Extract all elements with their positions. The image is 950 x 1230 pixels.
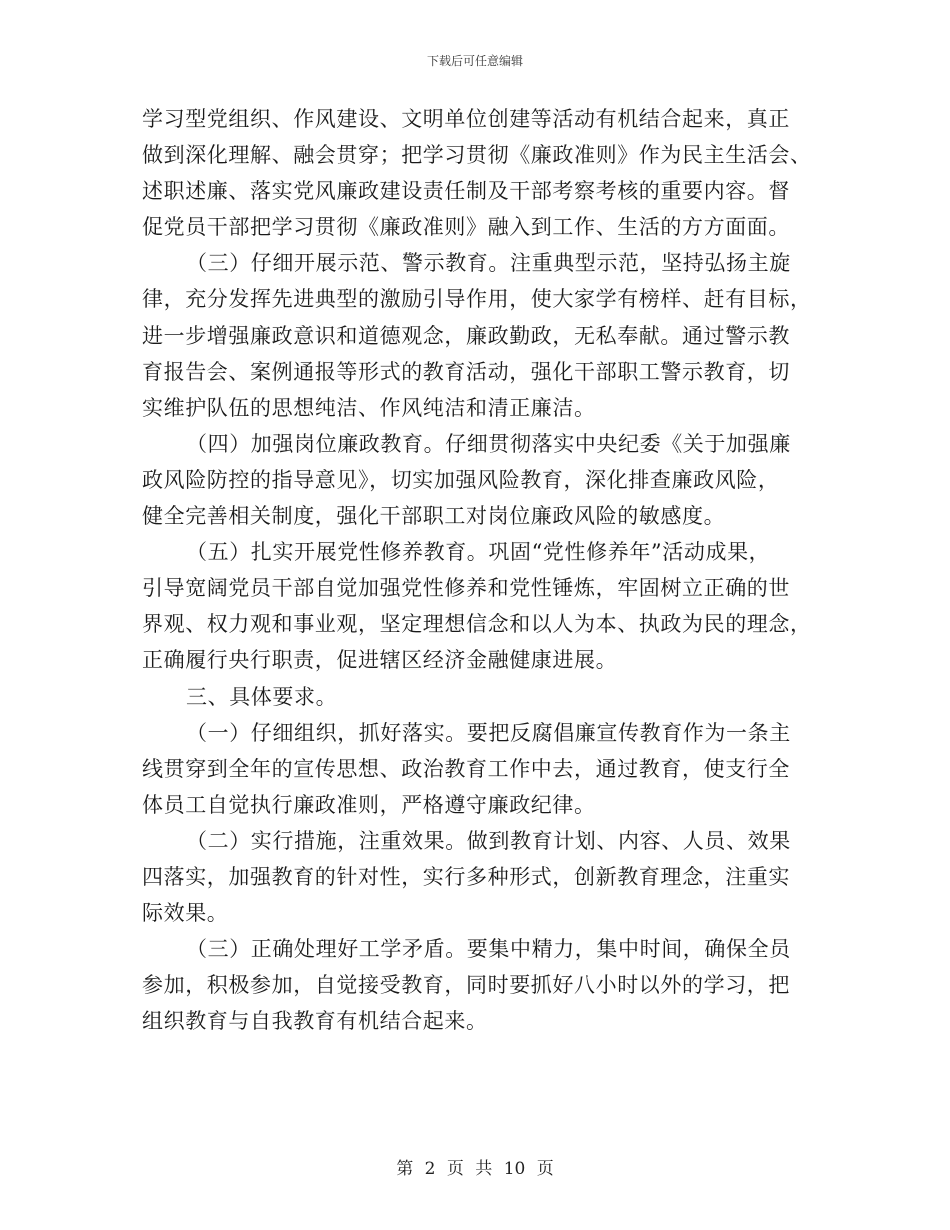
body-line: （三）仔细开展示范、警示教育。注重典型示范，坚持弘扬主旋 <box>186 251 791 276</box>
body-line: 律，充分发挥先进典型的激励引导作用，使大家学有榜样、赶有目标， <box>142 287 812 312</box>
body-line: 实维护队伍的思想纯洁、作风纯洁和清正廉洁。 <box>142 395 596 420</box>
body-line: 四落实，加强教育的针对性，实行多种形式，创新教育理念，注重实 <box>142 864 790 889</box>
body-line: 促党员干部把学习贯彻《廉政准则》融入到工作、生活的方方面面。 <box>142 215 790 240</box>
body-line: 际效果。 <box>142 901 229 926</box>
document-body <box>142 101 812 1039</box>
page-number-footer: 第 2 页 共 10 页 <box>396 1159 554 1179</box>
body-line: 参加，积极参加，自觉接受教育，同时要抓好八小时以外的学习，把 <box>142 973 790 998</box>
body-line: 三、具体要求。 <box>186 684 338 709</box>
body-line: 界观、权力观和事业观，坚定理想信念和以人为本、执政为民的理念， <box>142 612 812 637</box>
body-line: 述职述廉、落实党风廉政建设责任制及干部考察考核的重要内容。督 <box>142 179 790 204</box>
body-line: （三）正确处理好工学矛盾。要集中精力，集中时间，确保全员 <box>186 937 791 962</box>
body-line: 引导宽阔党员干部自觉加强党性修养和党性锤炼，牢固树立正确的世 <box>142 576 790 601</box>
body-line: 组织教育与自我教育有机结合起来。 <box>142 1009 488 1034</box>
body-line: 做到深化理解、融会贯穿；把学习贯彻《廉政准则》作为民主生活会、 <box>142 143 812 168</box>
body-line: 体员工自觉执行廉政准则，严格遵守廉政纪律。 <box>142 792 596 817</box>
body-line: 学习型党组织、作风建设、文明单位创建等活动有机结合起来，真正 <box>142 107 790 131</box>
body-line: 政风险防控的指导意见》，切实加强风险教育，深化排查廉政风险， <box>142 467 780 492</box>
body-line: （五）扎实开展党性修养教育。巩固“党性修养年”活动成果， <box>186 540 771 565</box>
body-line: 线贯穿到全年的宣传思想、政治教育工作中去，通过教育，使支行全 <box>142 756 790 781</box>
body-line: 正确履行央行职责，促进辖区经济金融健康进展。 <box>142 648 618 673</box>
body-line: （二）实行措施，注重效果。做到教育计划、内容、人员、效果 <box>186 828 791 853</box>
body-line: 育报告会、案例通报等形式的教育活动，强化干部职工警示教育，切 <box>142 359 790 384</box>
page-header: 下载后可任意编辑 <box>426 54 523 68</box>
body-line: （一）仔细组织，抓好落实。要把反腐倡廉宣传教育作为一条主 <box>186 720 791 745</box>
body-line: （四）加强岗位廉政教育。仔细贯彻落实中央纪委《关于加强廉 <box>186 431 791 456</box>
body-line: 进一步增强廉政意识和道德观念，廉政勤政，无私奉献。通过警示教 <box>142 323 790 348</box>
body-line: 健全完善相关制度，强化干部职工对岗位廉政风险的敏感度。 <box>142 504 726 529</box>
